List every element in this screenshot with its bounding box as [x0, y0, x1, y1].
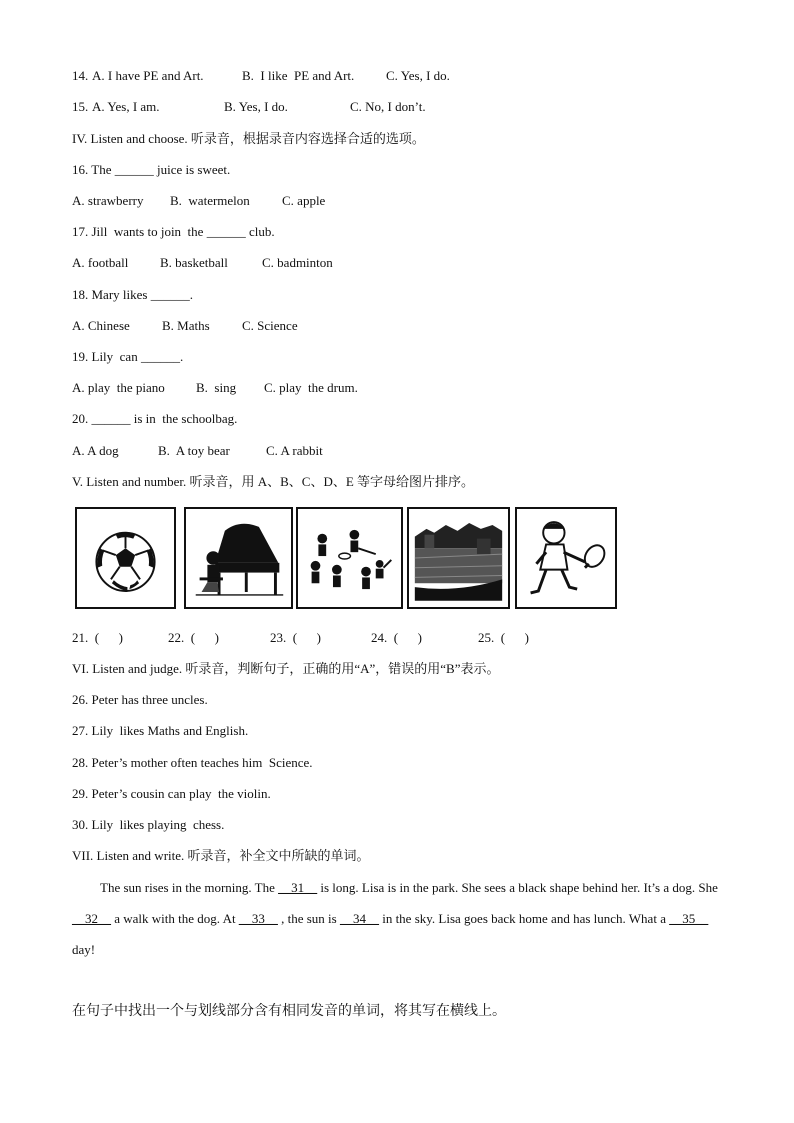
q17-option-a: A. football [72, 255, 129, 270]
q14-number: 14. [72, 68, 89, 83]
blank-34[interactable]: __34__ [339, 911, 379, 926]
blank-35[interactable]: __35__ [669, 911, 709, 926]
q15-option-c: C. No, I don’t. [350, 99, 426, 114]
q18-option-b: B. Maths [162, 318, 210, 333]
passage-text-5: in the sky. Lisa goes back home and has lunch. What a [378, 911, 670, 926]
q19-option-b: B. sing [196, 380, 237, 395]
cloze-passage [72, 872, 722, 965]
q18-option-c: C. Science [242, 318, 298, 333]
section-6-title: VI. Listen and judge. 听录音，判断句子，正确的用“A”，错误的用“B”表示。 [72, 661, 500, 676]
q15-option-a: A. Yes, I am. [92, 99, 160, 114]
q19-stem: 19. Lily can ______. [72, 349, 184, 364]
piano-icon [186, 509, 291, 607]
q18-option-a: A. Chinese [72, 318, 130, 333]
answer-24[interactable]: 24. ( ) [371, 630, 422, 645]
piano-picture [184, 507, 293, 609]
answer-22[interactable]: 22. ( ) [168, 630, 219, 645]
q20-option-c: C. A rabbit [266, 443, 323, 458]
q14-option-b: B. I like PE and Art. [242, 68, 355, 83]
q26: 26. Peter has three uncles. [72, 692, 208, 707]
tennis-picture [515, 507, 617, 609]
q30: 30. Lily likes playing chess. [72, 817, 225, 832]
q19-option-a: A. play the piano [72, 380, 165, 395]
q20-stem: 20. ______ is in the schoolbag. [72, 411, 238, 426]
section-5-title: V. Listen and number. 听录音，用 A、B、C、D、E 等字母给图片排序。 [72, 474, 475, 489]
q16-stem: 16. The ______ juice is sweet. [72, 162, 231, 177]
answer-21[interactable]: 21. ( ) [72, 630, 123, 645]
passage-text-1: The sun rises in the morning. The [100, 880, 279, 895]
section-4-title: IV. Listen and choose. 听录音，根据录音内容选择合适的选项。 [72, 131, 425, 146]
q29: 29. Peter’s cousin can play the violin. [72, 786, 271, 801]
answer-23[interactable]: 23. ( ) [270, 630, 321, 645]
q17-option-c: C. badminton [262, 255, 333, 270]
passage-text-3: a walk with the dog. At [111, 911, 239, 926]
blank-32[interactable]: __32__ [72, 911, 111, 926]
q15-option-b: B. Yes, I do. [224, 99, 288, 114]
q17-stem: 17. Jill wants to join the ______ club. [72, 224, 275, 239]
blank-33[interactable]: __33__ [238, 911, 278, 926]
q28: 28. Peter’s mother often teaches him Science. [72, 755, 313, 770]
q16-option-b: B. watermelon [170, 193, 250, 208]
section-7-title: VII. Listen and write. 听录音，补全文中所缺的单词。 [72, 848, 370, 863]
q15-number: 15. [72, 99, 89, 114]
q16-option-c: C. apple [282, 193, 326, 208]
instruction-text: 在句子中找出一个与划线部分含有相同发音的单词，将其写在横线上。 [72, 1004, 506, 1019]
q20-option-a: A. A dog [72, 443, 119, 458]
blank-31[interactable]: __31__ [278, 880, 318, 895]
q19-option-c: C. play the drum. [264, 380, 358, 395]
q20-option-b: B. A toy bear [158, 443, 230, 458]
passage-text-2: is long. Lisa is in the park. She sees a black shape behind her. It’s a dog. She [317, 880, 718, 895]
band-picture [296, 507, 403, 609]
q18-stem: 18. Mary likes ______. [72, 287, 193, 302]
q16-option-a: A. strawberry [72, 193, 144, 208]
park-picture [407, 507, 510, 609]
park-icon [409, 509, 508, 607]
q14-option-a: A. I have PE and Art. [92, 68, 204, 83]
tennis-player-icon [517, 509, 615, 607]
football-icon [77, 509, 174, 607]
football-picture [75, 507, 176, 609]
q14-option-c: C. Yes, I do. [386, 68, 450, 83]
answer-25[interactable]: 25. ( ) [478, 630, 529, 645]
band-icon [298, 509, 401, 607]
q27: 27. Lily likes Maths and English. [72, 723, 249, 738]
passage-text-6: day! [72, 942, 96, 957]
passage-text-4: , the sun is [277, 911, 340, 926]
q17-option-b: B. basketball [160, 255, 228, 270]
